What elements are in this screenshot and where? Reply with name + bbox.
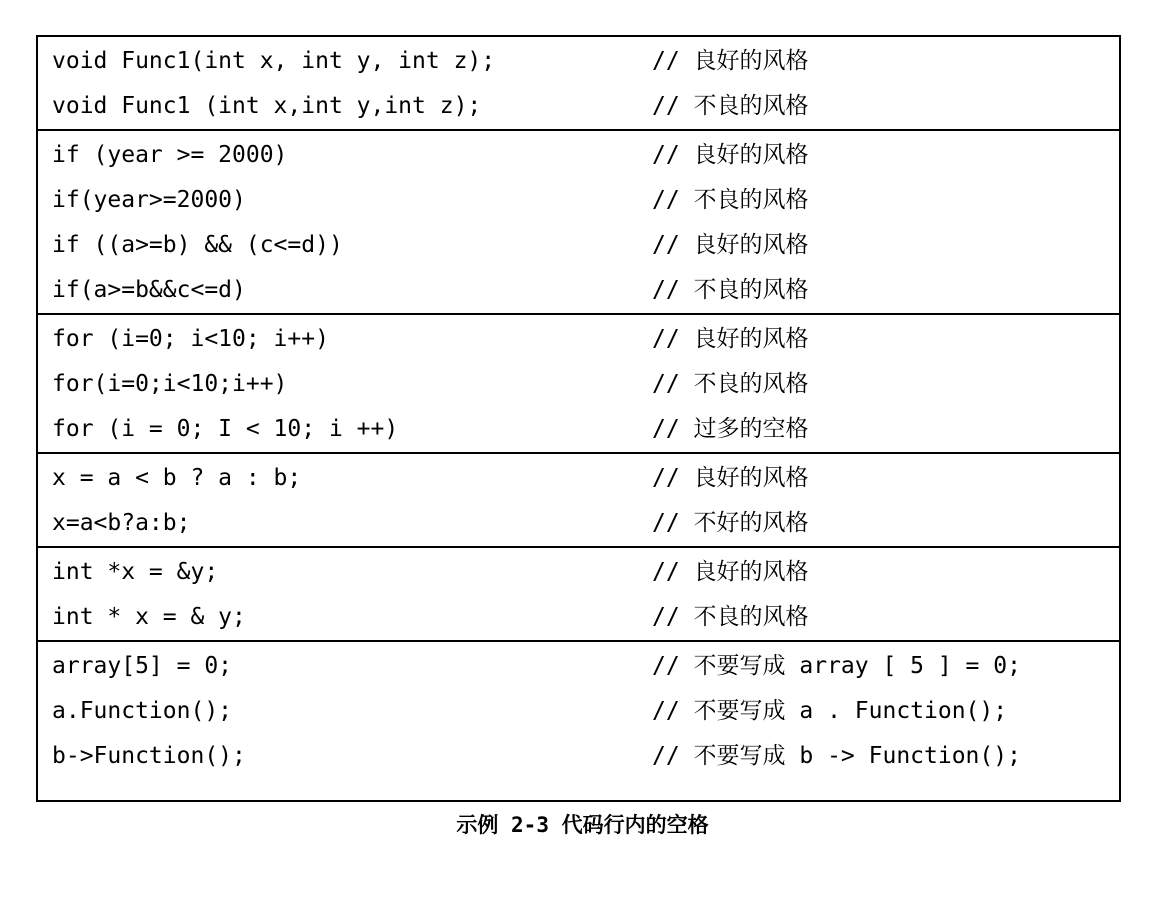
code-text: int * x = & y; xyxy=(52,604,246,630)
code-comment: // 过多的空格 xyxy=(652,416,809,442)
code-row xyxy=(38,223,1119,268)
code-example-table xyxy=(36,35,1121,802)
figure-caption: 示例 2-3 代码行内的空格 xyxy=(456,813,709,837)
code-row xyxy=(38,501,1119,546)
code-comment: // 不良的风格 xyxy=(652,604,809,630)
code-comment: // 不良的风格 xyxy=(652,187,809,213)
code-text: int *x = &y; xyxy=(52,559,219,585)
code-text: for (i = 0; I < 10; i ++) xyxy=(52,416,399,442)
code-row xyxy=(38,407,1119,452)
code-comment: // 不良的风格 xyxy=(652,371,809,397)
code-row xyxy=(38,39,1119,84)
group-pointers xyxy=(38,548,1119,642)
code-text: if (year >= 2000) xyxy=(52,142,288,168)
code-comment: // 不要写成 a . Function(); xyxy=(652,698,1008,724)
group-for-loops xyxy=(38,315,1119,454)
code-row xyxy=(38,362,1119,407)
code-text: if(year>=2000) xyxy=(52,187,246,213)
code-text: void Func1(int x, int y, int z); xyxy=(52,48,496,74)
code-comment: // 不要写成 array [ 5 ] = 0; xyxy=(652,653,1021,679)
code-comment: // 不要写成 b -> Function(); xyxy=(652,743,1021,769)
code-text: b->Function(); xyxy=(52,743,246,769)
code-comment: // 不良的风格 xyxy=(652,277,809,303)
code-row xyxy=(38,550,1119,595)
code-text: a.Function(); xyxy=(52,698,233,724)
code-row xyxy=(38,456,1119,501)
group-member-access xyxy=(38,642,1119,779)
code-comment: // 不良的风格 xyxy=(652,93,809,119)
code-text: for (i=0; i<10; i++) xyxy=(52,326,329,352)
code-text: x=a<b?a:b; xyxy=(52,510,191,536)
code-comment: // 良好的风格 xyxy=(652,48,809,74)
code-text: void Func1 (int x,int y,int z); xyxy=(52,93,482,119)
code-row xyxy=(38,84,1119,129)
code-comment: // 良好的风格 xyxy=(652,326,809,352)
code-text: x = a < b ? a : b; xyxy=(52,465,302,491)
code-comment: // 良好的风格 xyxy=(652,232,809,258)
code-row xyxy=(38,133,1119,178)
code-text: array[5] = 0; xyxy=(52,653,233,679)
code-row xyxy=(38,734,1119,779)
group-function-declaration xyxy=(38,37,1119,131)
code-row xyxy=(38,644,1119,689)
code-row xyxy=(38,317,1119,362)
code-row xyxy=(38,595,1119,640)
code-row xyxy=(38,178,1119,223)
code-comment: // 良好的风格 xyxy=(652,142,809,168)
code-text: if(a>=b&&c<=d) xyxy=(52,277,246,303)
code-text: if ((a>=b) && (c<=d)) xyxy=(52,232,343,258)
code-comment: // 良好的风格 xyxy=(652,559,809,585)
code-comment: // 良好的风格 xyxy=(652,465,809,491)
code-text: for(i=0;i<10;i++) xyxy=(52,371,288,397)
group-if-statements xyxy=(38,131,1119,315)
code-row xyxy=(38,689,1119,734)
code-row xyxy=(38,268,1119,313)
group-ternary xyxy=(38,454,1119,548)
code-comment: // 不好的风格 xyxy=(652,510,809,536)
